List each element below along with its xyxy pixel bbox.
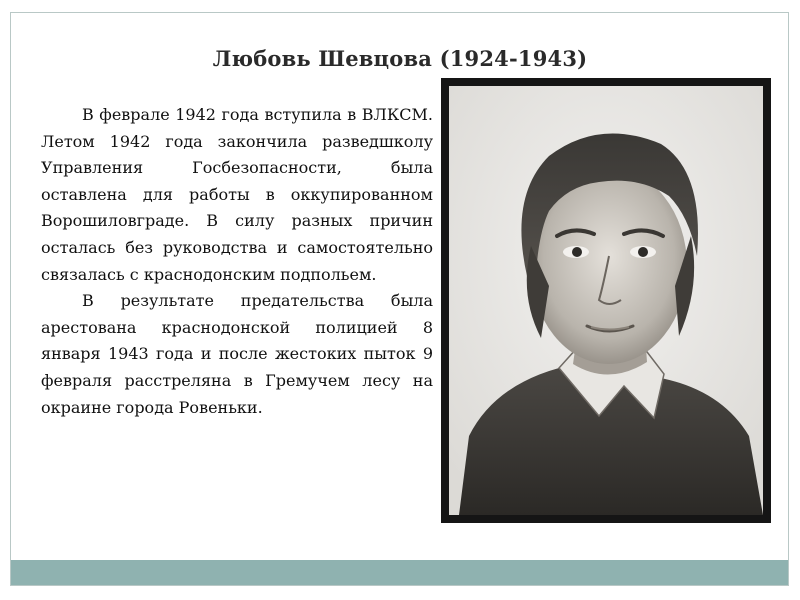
slide-title [0,46,800,71]
portrait-photo [449,86,763,515]
biography-paragraph-1: В феврале 1942 года вступила в ВЛКСМ. Летом 1942 года закончила разведшколу Управления Госбезопасности, была оставлена для работы в оккупированном Ворошиловграде. В силу разных причин осталась без руководства и самостоятельно связалась с краснодонским подпольем. [41,105,433,284]
bottom-decorative-bar [11,560,788,585]
slide-title-text: Любовь Шевцова (1924-1943) [212,46,588,71]
biography-paragraph-2: В результате предательства была арестована краснодонской полицией 8 января 1943 года и после жестоких пыток 9 февраля расстреляна в Гремучем лесу на окраине города Ровеньки. [41,291,433,417]
portrait-frame [441,78,771,523]
biography-text [41,102,433,421]
portrait-drawing [449,86,763,515]
